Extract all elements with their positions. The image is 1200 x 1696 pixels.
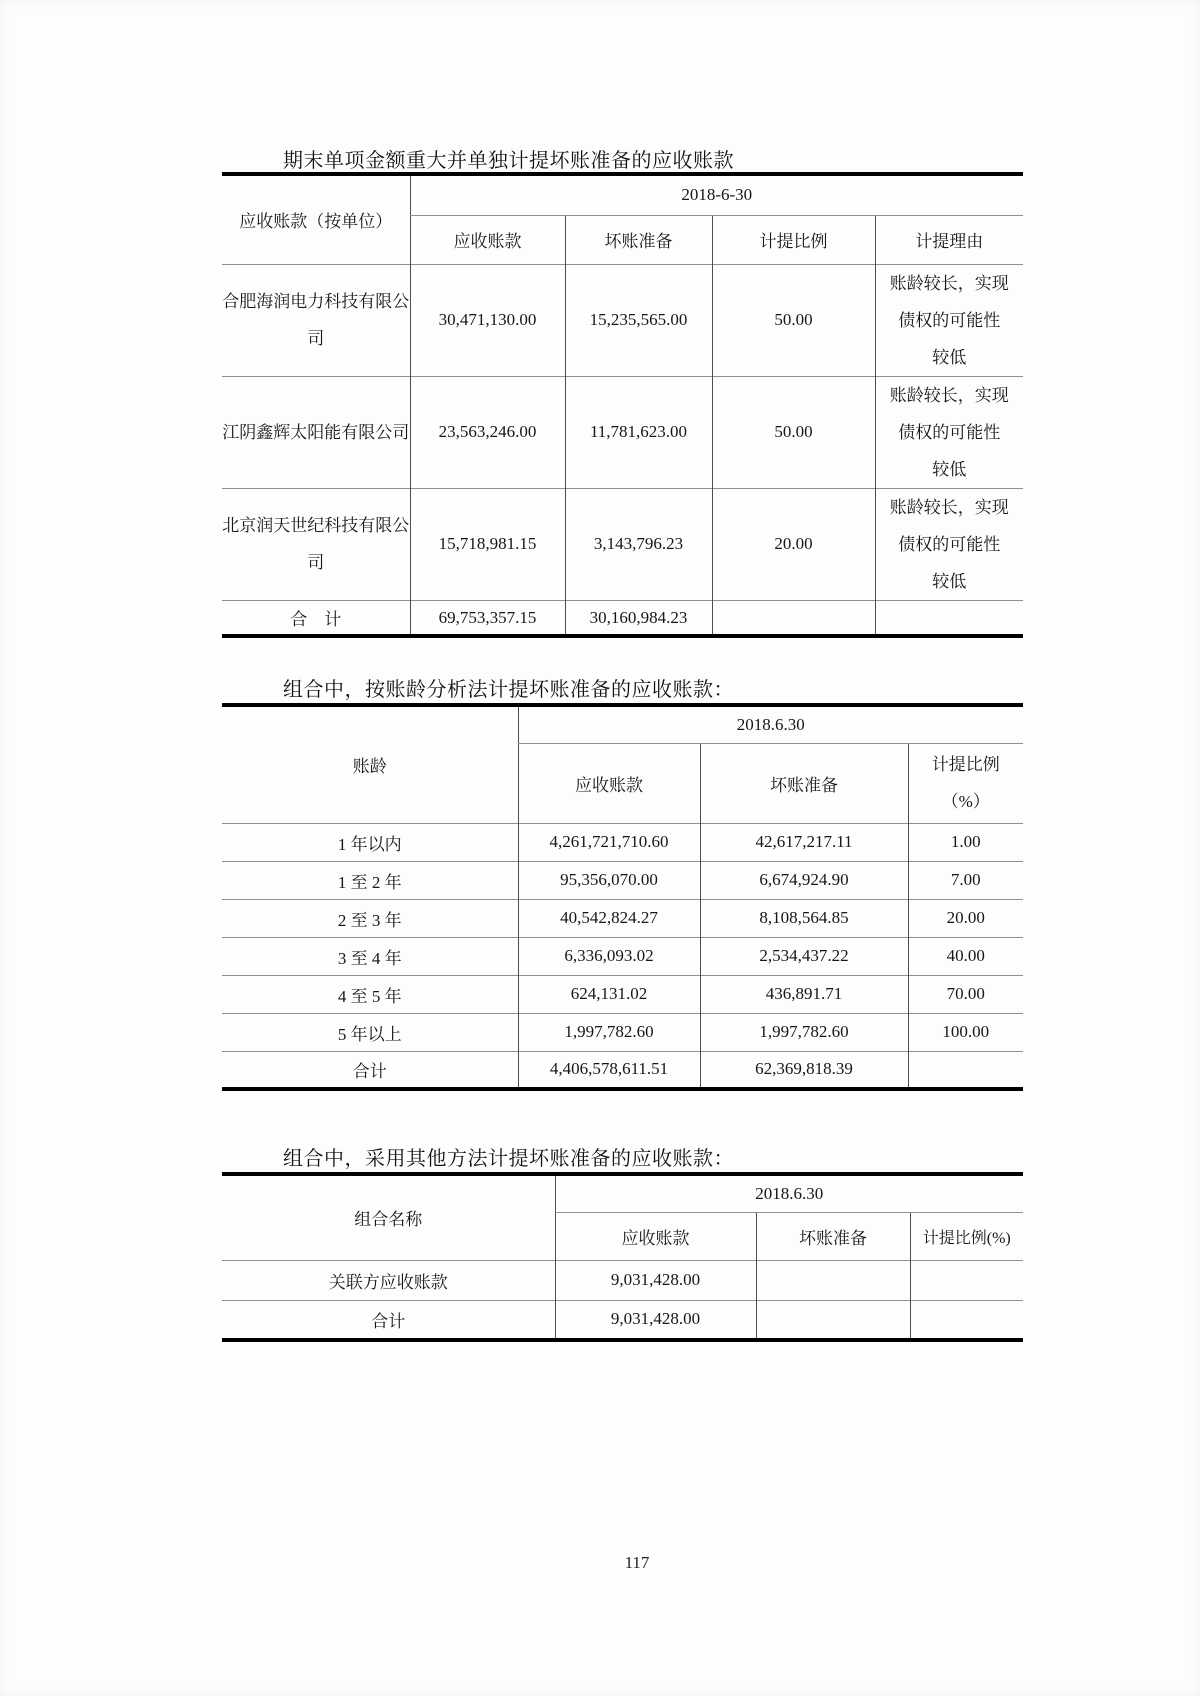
receivable-cell: 15,718,981.15 [410, 488, 565, 600]
receivable-cell: 624,131.02 [518, 975, 700, 1013]
portfolio-name-cell: 关联方应收账款 [222, 1260, 555, 1300]
table-row [222, 861, 1023, 899]
corner-header: 应收账款（按单位） [239, 212, 393, 232]
ratio-cell: 20.00 [908, 899, 1023, 937]
bad-debt-cell [756, 1260, 910, 1300]
column-header-reason: 计提理由 [875, 215, 1023, 264]
receivable-cell: 40,542,824.27 [518, 899, 700, 937]
column-header-bad-debt: 坏账准备 [700, 743, 908, 823]
column-header-bad-debt: 坏账准备 [756, 1212, 910, 1260]
bad-debt-cell: 15,235,565.00 [565, 264, 712, 376]
ratio-cell: 7.00 [908, 861, 1023, 899]
column-header-receivable: 应收账款 [518, 743, 700, 823]
total-label: 合 计 [222, 600, 410, 636]
company-name-cell: 北京润天世纪科技有限公司 [222, 488, 410, 600]
column-header-ratio: 计提比例 [712, 215, 875, 264]
aging-analysis-table [222, 703, 1023, 1091]
reason-cell [875, 264, 1023, 376]
reason-line: 较低 [932, 571, 967, 591]
other-method-table [222, 1172, 1023, 1342]
company-name-cell: 江阴鑫辉太阳能有限公司 [222, 376, 410, 488]
table-row [222, 1013, 1023, 1051]
bad-debt-cell: 6,674,924.90 [700, 861, 908, 899]
total-receivable-cell: 4,406,578,611.51 [518, 1051, 700, 1089]
date-header: 2018-6-30 [410, 174, 1023, 215]
column-header-ratio: 计提比例(%) [910, 1212, 1023, 1260]
date-header: 2018.6.30 [555, 1174, 1023, 1212]
total-row [222, 1300, 1023, 1340]
ratio-cell [910, 1260, 1023, 1300]
table-row [222, 975, 1023, 1013]
table-row [222, 823, 1023, 861]
reason-line: 较低 [932, 459, 967, 479]
ratio-cell: 70.00 [908, 975, 1023, 1013]
ratio-cell: 40.00 [908, 937, 1023, 975]
total-row [222, 1051, 1023, 1089]
table-header-row [222, 705, 1023, 743]
total-bad-debt-cell: 30,160,984.23 [565, 600, 712, 636]
aging-cell: 1 至 2 年 [222, 861, 518, 899]
company-name-cell: 合肥海润电力科技有限公司 [222, 264, 410, 376]
ratio-cell: 20.00 [712, 488, 875, 600]
corner-header: 组合名称 [354, 1210, 423, 1230]
table-row [222, 264, 1023, 376]
total-ratio-cell [712, 600, 875, 636]
bad-debt-cell: 8,108,564.85 [700, 899, 908, 937]
reason-line: 账龄较长，实现 [889, 273, 1009, 293]
reason-line: 债权的可能性 [898, 310, 1001, 330]
total-bad-debt-cell [756, 1300, 910, 1340]
reason-line: 账龄较长，实现 [889, 497, 1009, 517]
ratio-cell: 1.00 [908, 823, 1023, 861]
receivable-cell: 9,031,428.00 [555, 1260, 756, 1300]
table-header-row [222, 174, 1023, 215]
total-bad-debt-cell: 62,369,818.39 [700, 1051, 908, 1089]
total-reason-cell [875, 600, 1023, 636]
receivable-cell: 23,563,246.00 [410, 376, 565, 488]
aging-cell: 1 年以内 [222, 823, 518, 861]
table-row [222, 1260, 1023, 1300]
section3-title: 组合中，采用其他方法计提坏账准备的应收账款： [283, 1148, 734, 1170]
aging-cell: 2 至 3 年 [222, 899, 518, 937]
total-label: 合计 [222, 1300, 555, 1340]
receivable-cell: 1,997,782.60 [518, 1013, 700, 1051]
aging-cell: 3 至 4 年 [222, 937, 518, 975]
section2-title: 组合中，按账龄分析法计提坏账准备的应收账款： [283, 679, 734, 701]
ratio-cell: 100.00 [908, 1013, 1023, 1051]
page-number: 117 [624, 1553, 650, 1572]
receivable-cell: 4,261,721,710.60 [518, 823, 700, 861]
total-ratio-cell [908, 1051, 1023, 1089]
total-ratio-cell [910, 1300, 1023, 1340]
reason-line: 较低 [932, 347, 967, 367]
column-header-receivable: 应收账款 [410, 215, 565, 264]
bad-debt-cell: 3,143,796.23 [565, 488, 712, 600]
reason-line: 债权的可能性 [898, 534, 1001, 554]
table-header-row [222, 1174, 1023, 1212]
table-row [222, 376, 1023, 488]
receivable-cell: 6,336,093.02 [518, 937, 700, 975]
receivable-cell: 95,356,070.00 [518, 861, 700, 899]
receivable-cell: 30,471,130.00 [410, 264, 565, 376]
significant-receivables-table [222, 172, 1023, 638]
bad-debt-cell: 1,997,782.60 [700, 1013, 908, 1051]
reason-line: 债权的可能性 [898, 422, 1001, 442]
column-header-receivable: 应收账款 [555, 1212, 756, 1260]
bad-debt-cell: 2,534,437.22 [700, 937, 908, 975]
reason-cell [875, 376, 1023, 488]
section1-title: 期末单项金额重大并单独计提坏账准备的应收账款 [283, 150, 734, 172]
reason-cell [875, 488, 1023, 600]
table-row [222, 937, 1023, 975]
reason-line: 账龄较长，实现 [889, 385, 1009, 405]
corner-header: 账龄 [352, 757, 387, 777]
total-receivable-cell: 9,031,428.00 [555, 1300, 756, 1340]
table-row [222, 488, 1023, 600]
bad-debt-cell: 42,617,217.11 [700, 823, 908, 861]
total-label: 合计 [222, 1051, 518, 1089]
total-row [222, 600, 1023, 636]
total-receivable-cell: 69,753,357.15 [410, 600, 565, 636]
column-header-bad-debt: 坏账准备 [565, 215, 712, 264]
bad-debt-cell: 11,781,623.00 [565, 376, 712, 488]
ratio-cell: 50.00 [712, 264, 875, 376]
ratio-header-line: 计提比例 [931, 754, 1000, 774]
date-header: 2018.6.30 [518, 705, 1023, 743]
ratio-cell: 50.00 [712, 376, 875, 488]
aging-cell: 4 至 5 年 [222, 975, 518, 1013]
table-row [222, 899, 1023, 937]
aging-cell: 5 年以上 [222, 1013, 518, 1051]
ratio-header-line: （%） [941, 792, 990, 811]
bad-debt-cell: 436,891.71 [700, 975, 908, 1013]
column-header-ratio [908, 743, 1023, 823]
